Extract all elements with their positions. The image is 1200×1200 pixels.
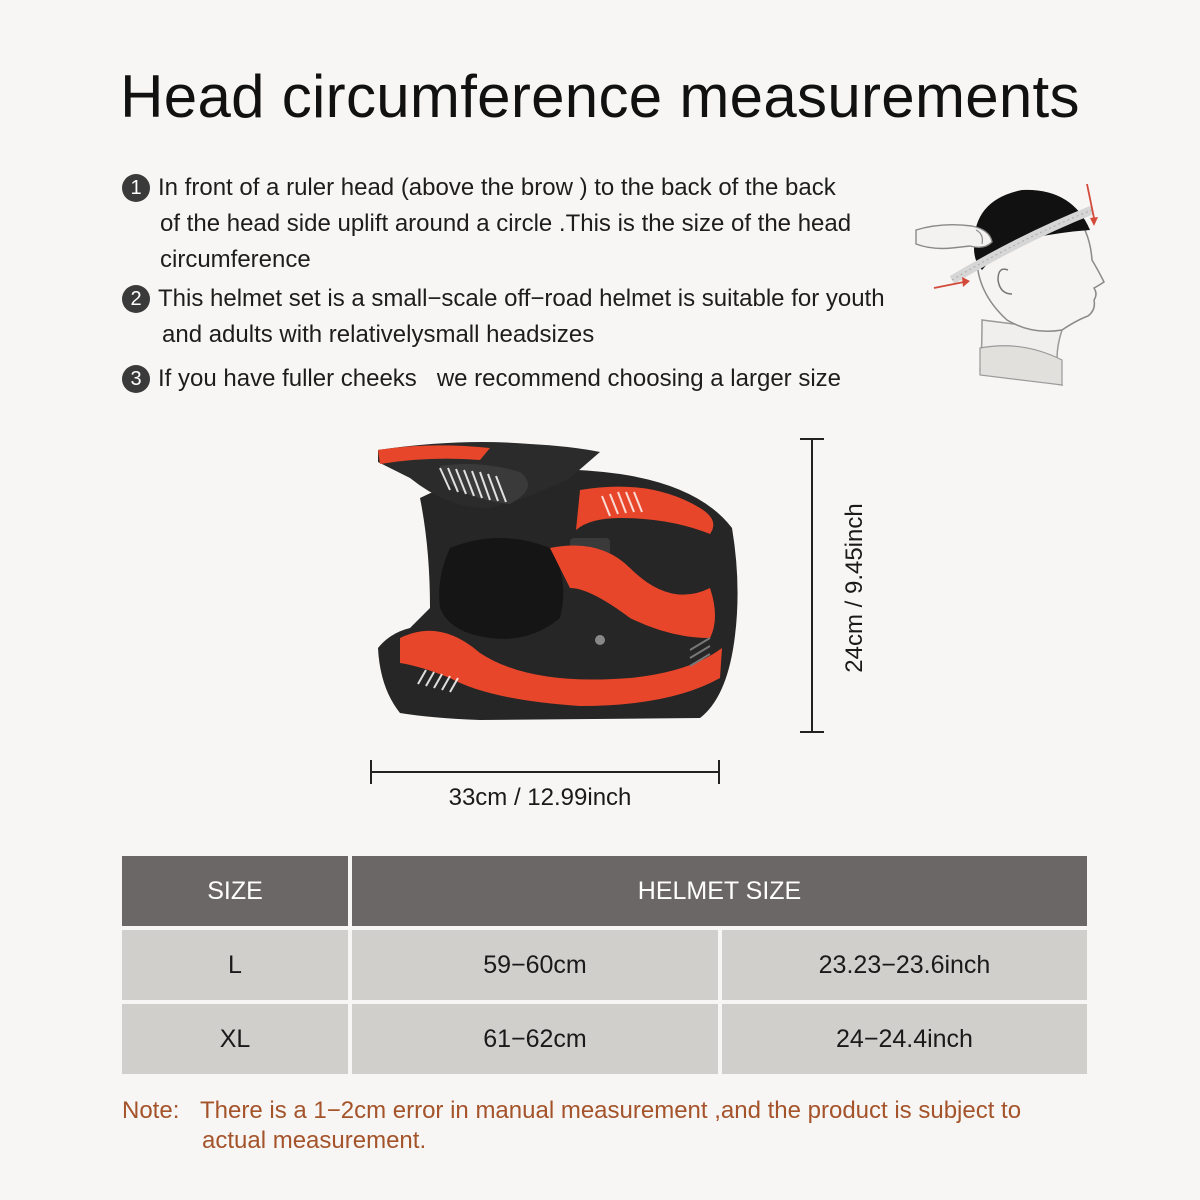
motocross-helmet-image [370, 438, 750, 738]
head-measuring-tape-illustration-icon [912, 170, 1122, 400]
note-label: Note: [122, 1097, 180, 1124]
instruction-1-line-2: of the head side uplift around a circle .This is the size of the head [160, 210, 852, 237]
step-number-badge: 1 [122, 174, 150, 202]
note-line-2: actual measurement. [202, 1127, 427, 1154]
instruction-3-line-1: If you have fuller cheeks we recommend choosing a larger size [158, 365, 842, 392]
table-row [122, 930, 1087, 1000]
page-title: Head circumference measurements [120, 63, 1080, 130]
instruction-1-line-1: In front of a ruler head (above the brow ) to the back of the back [158, 174, 836, 201]
measurement-note [122, 1096, 1102, 1156]
width-dimension-label: 33cm / 12.99inch [448, 784, 632, 811]
inch-cell: 23.23−23.6inch [722, 930, 1087, 1000]
instruction-2-line-1: This helmet set is a small−scale off−road helmet is suitable for youth [158, 285, 885, 312]
height-dimension-label: 24cm / 9.45inch [841, 503, 868, 673]
cm-cell: 61−62cm [352, 1004, 718, 1074]
step-number-badge: 2 [122, 285, 150, 313]
instruction-2-line-2: and adults with relativelysmall headsizes [162, 321, 595, 348]
width-dimension-line [370, 756, 722, 786]
cm-cell: 59−60cm [352, 930, 718, 1000]
instruction-2 [122, 281, 885, 353]
height-dimension-line [798, 438, 828, 738]
instruction-1 [122, 170, 851, 278]
size-table [122, 856, 1087, 1074]
size-column-header: SIZE [122, 856, 348, 926]
step-number-badge: 3 [122, 365, 150, 393]
instruction-1-line-3: circumference [160, 246, 311, 273]
note-line-1: There is a 1−2cm error in manual measurement ,and the product is subject to [200, 1097, 1022, 1124]
table-row [122, 1004, 1087, 1074]
instruction-3 [122, 361, 841, 397]
size-cell: XL [122, 1004, 348, 1074]
size-table-header-row [122, 856, 1087, 926]
inch-cell: 24−24.4inch [722, 1004, 1087, 1074]
size-cell: L [122, 930, 348, 1000]
helmet-size-column-header: HELMET SIZE [352, 856, 1087, 926]
